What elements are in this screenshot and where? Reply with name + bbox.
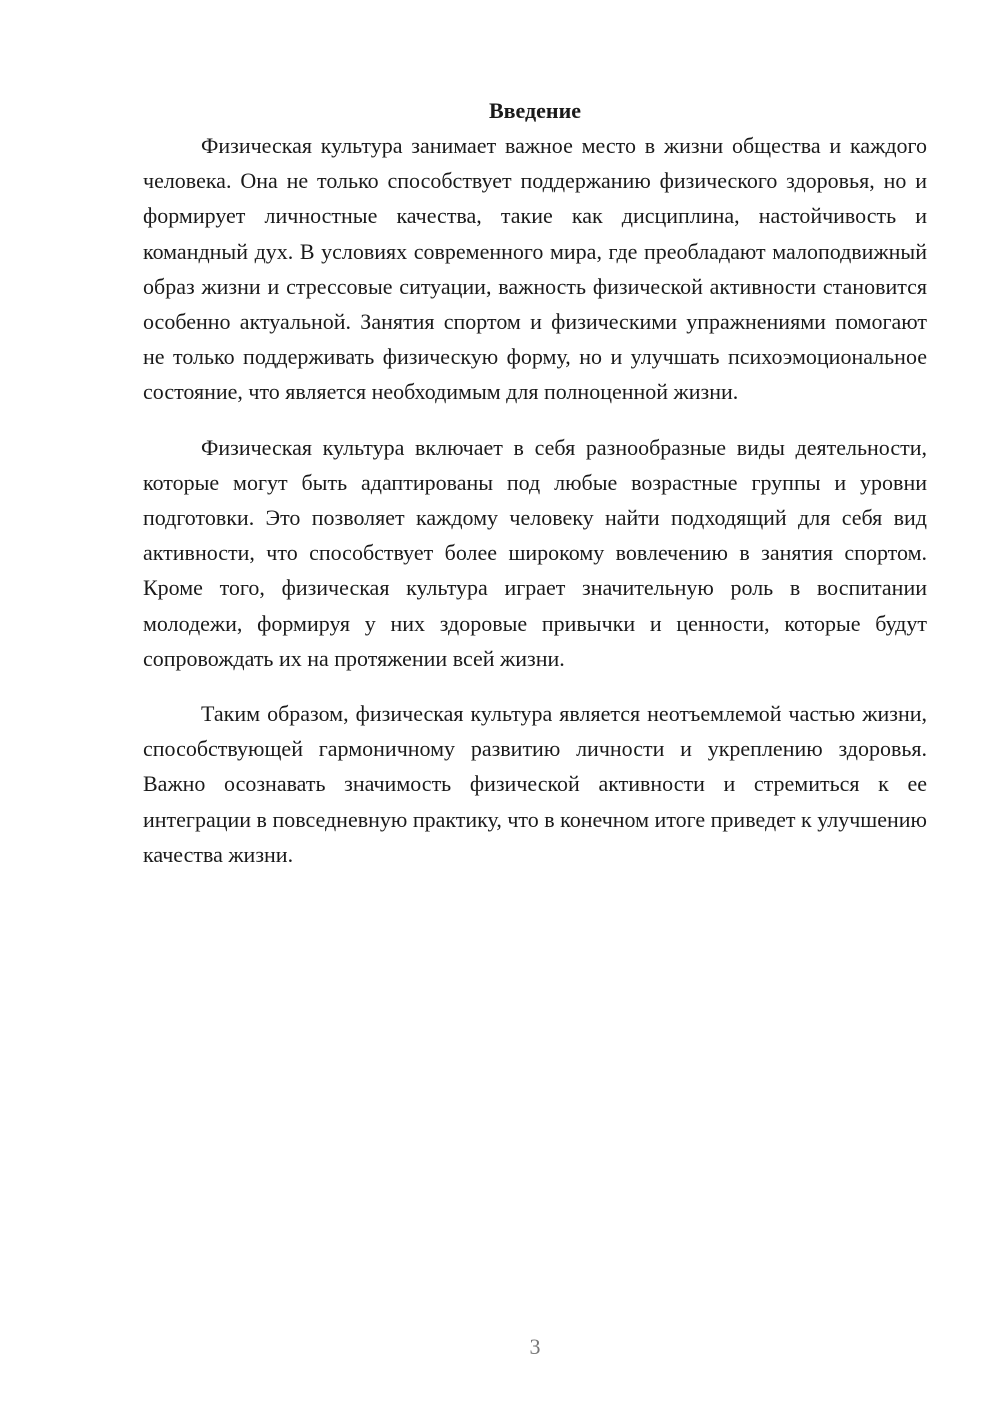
page-number: 3: [529, 1334, 541, 1359]
paragraph-3: Таким образом, физическая культура является неотъемлемой частью жизни, способствующей гармоничному развитию личности и укреплению здоровья. Важно осознавать значимость физической активности и стремиться к ее интеграции в повседневную практику, что в конечном итоге приведет к улучшению качества жизни.: [143, 701, 927, 867]
section-title: Введение: [488, 98, 582, 123]
paragraph-2: Физическая культура включает в себя разнообразные виды деятельности, которые могут быть адаптированы под любые возрастные группы и уровни подготовки. Это позволяет каждому человеку найти подходящий для себя вид активности, что способствует более широкому вовлечению в занятия спортом. Кроме того, физическая культура играет значительную роль в воспитании молодежи, формируя у них здоровые привычки и ценности, которые будут сопровождать их на протяжении всей жизни.: [143, 434, 927, 671]
paragraph-1: Физическая культура занимает важное место в жизни общества и каждого человека. Она не только способствует поддержанию физического здоровья, но и формирует личностные качества, такие как дисциплина, настойчивость и командный дух. В условиях современного мира, где преобладают малоподвижный образ жизни и стрессовые ситуации, важность физической активности становится особенно актуальной. Занятия спортом и физическими упражнениями помогают не только поддерживать физическую форму, но и улучшать психоэмоциональное состояние, что является необходимым для полноценной жизни.: [143, 133, 927, 405]
page-content: [143, 94, 927, 872]
